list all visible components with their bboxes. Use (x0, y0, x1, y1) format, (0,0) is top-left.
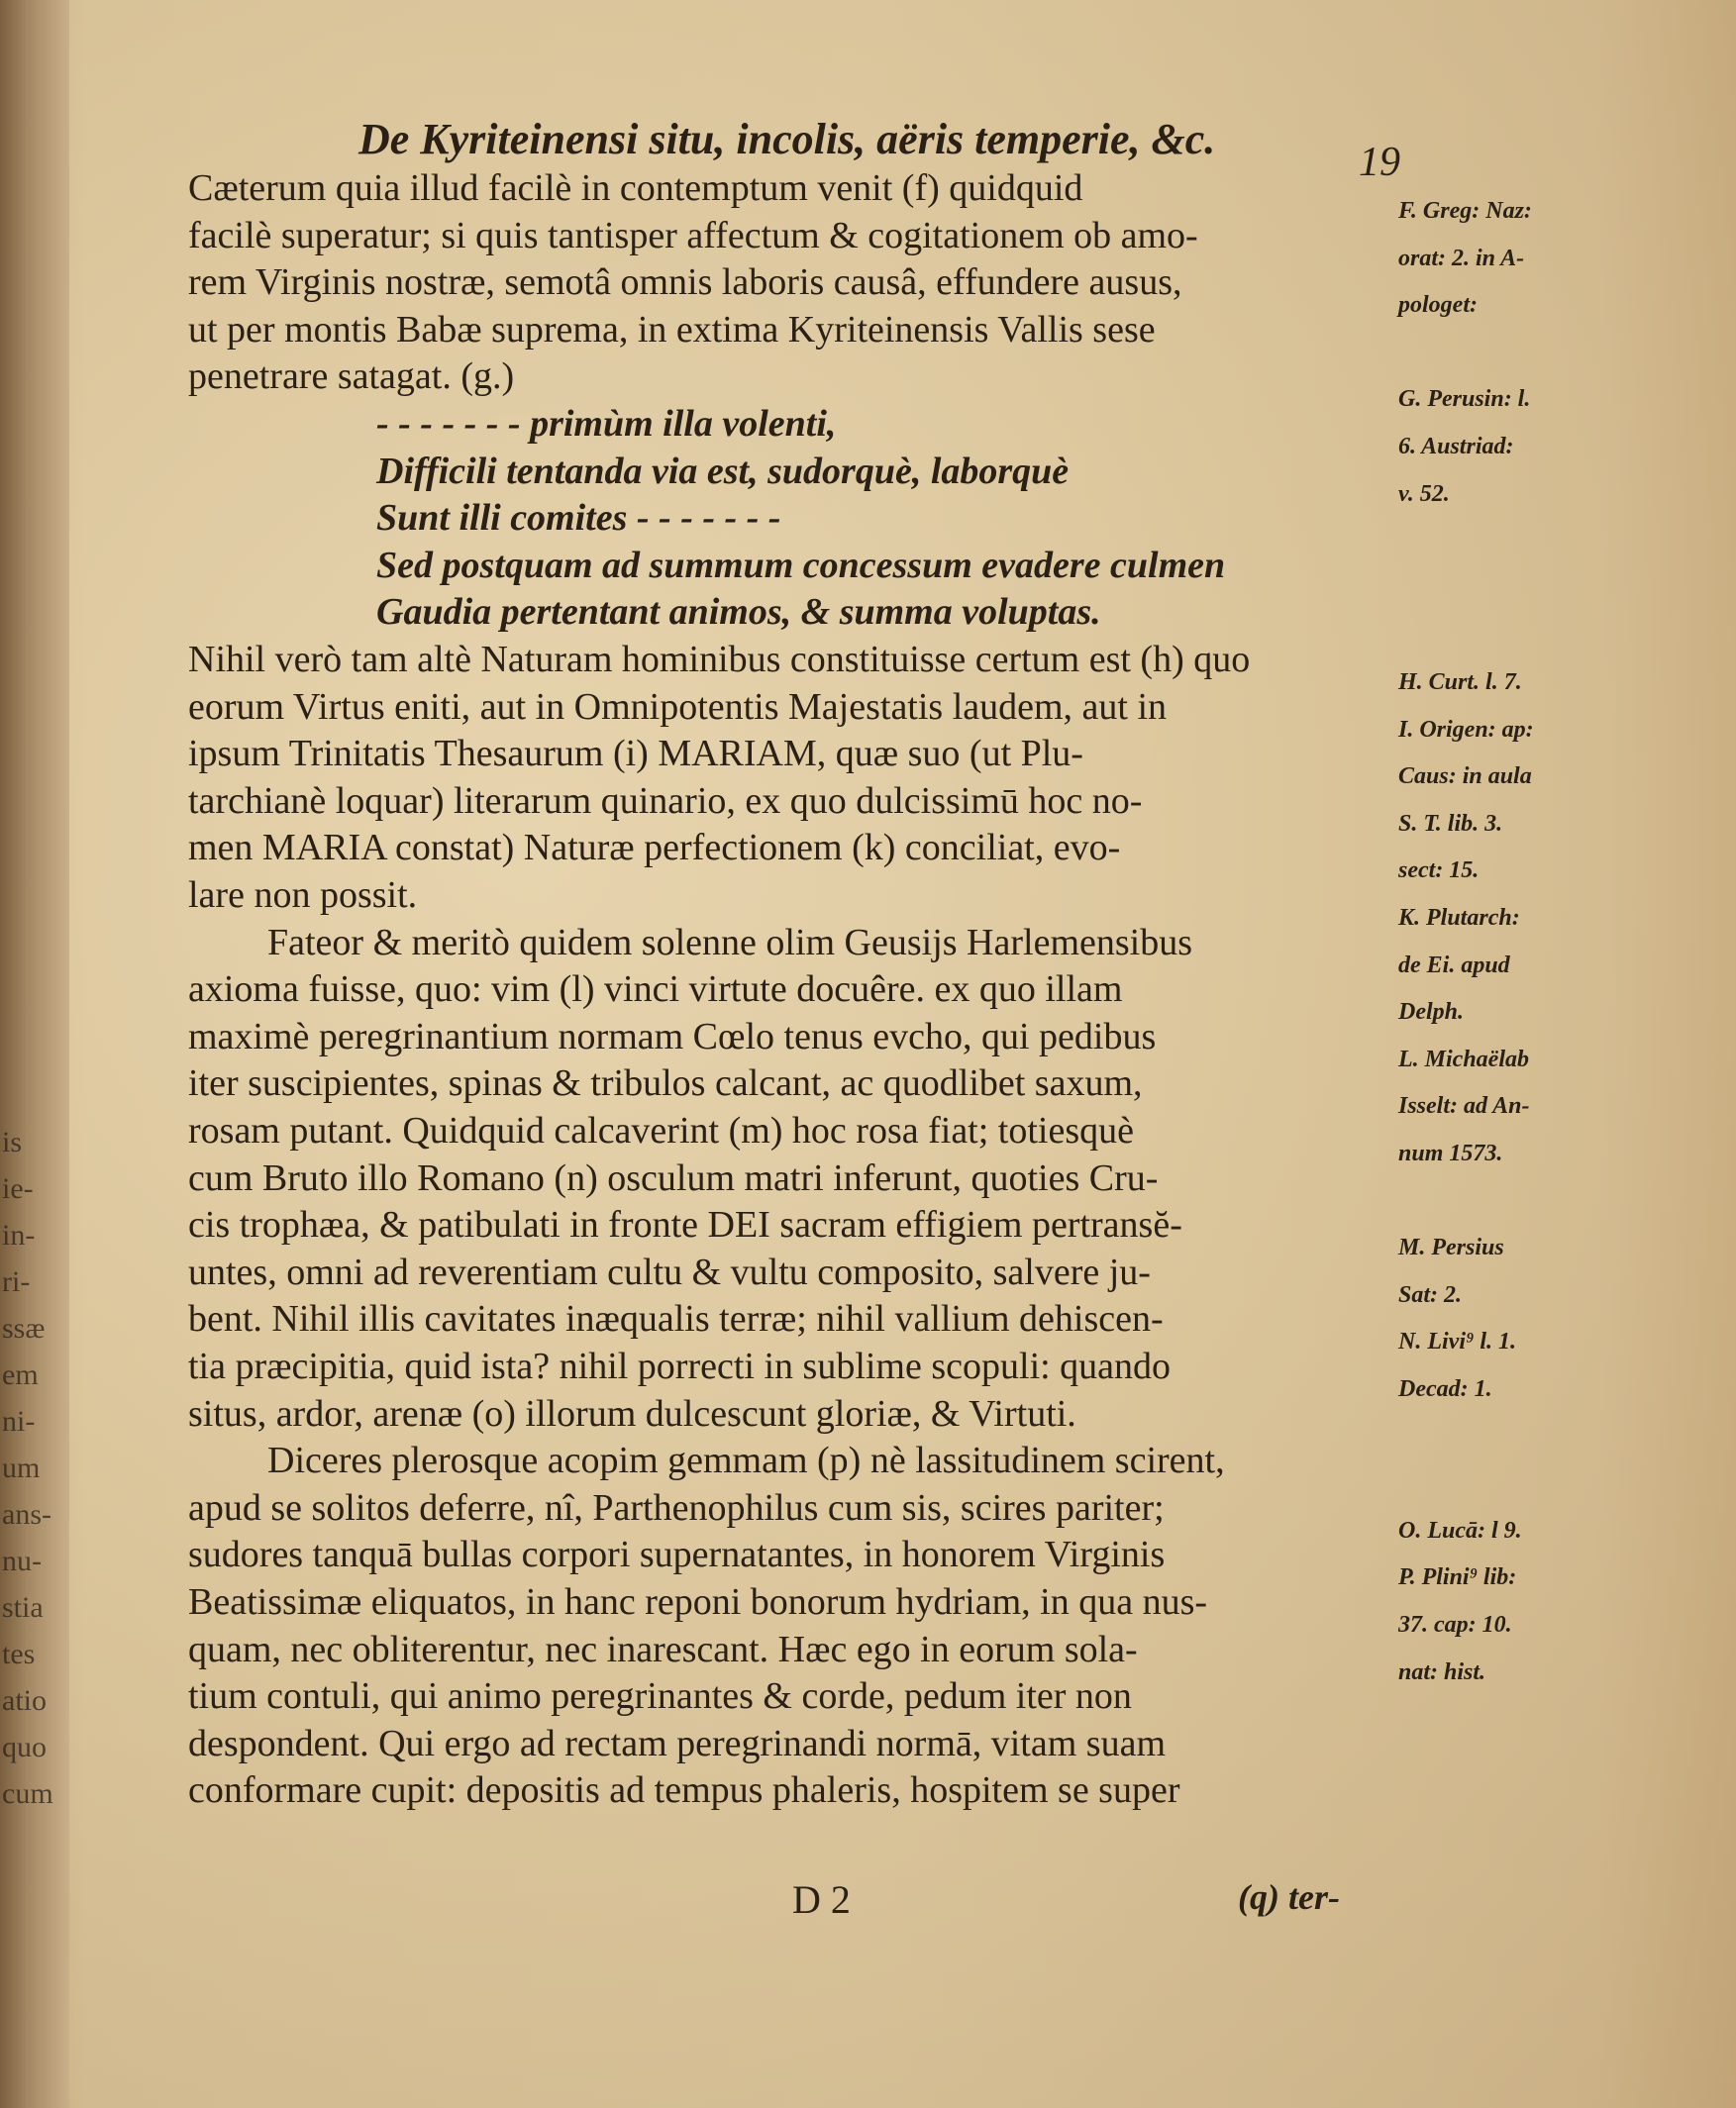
adjacent-fragment: is (2, 1126, 23, 1158)
adjacent-fragment: cum (2, 1777, 53, 1810)
text-line: lare non possit. (188, 874, 418, 916)
text-line: Sunt illi comites - - - - - - - (376, 497, 781, 540)
text-line: quam, nec obliterentur, nec inarescant. Hæc ego in eorum sola- (188, 1628, 1138, 1670)
margin-note-line: orat: 2. in A- (1398, 245, 1525, 271)
margin-note-line: sect: 15. (1398, 857, 1480, 884)
text-line: ut per montis Babæ suprema, in extima Kyriteinensis Vallis sese (188, 308, 1156, 351)
adjacent-fragment: ssæ (2, 1312, 46, 1345)
adjacent-fragment: nu- (2, 1545, 42, 1577)
text-line: cis trophæa, & patibulati in fronte DEI sacram effigiem pertransĕ- (188, 1204, 1182, 1247)
text-line: untes, omni ad reverentiam cultu & vultu composito, salvere ju- (188, 1251, 1151, 1293)
text-line: facilè superatur; si quis tantisper affectum & cogitationem ob amo- (188, 214, 1198, 256)
adjacent-fragment: ri- (2, 1265, 31, 1298)
text-line: rosam putant. Quidquid calcaverint (m) hoc rosa fiat; totiesquè (188, 1110, 1134, 1152)
page-number: 19 (1359, 140, 1400, 185)
text-line: Difficili tentanda via est, sudorquè, laborquè (376, 450, 1070, 492)
text-line: penetrare satagat. (g.) (188, 355, 515, 398)
margin-note-line: G. Perusin: l. (1398, 386, 1531, 413)
margin-note-line: P. Plini⁹ lib: (1398, 1564, 1517, 1591)
adjacent-fragment: ans- (2, 1498, 51, 1531)
text-line: Fateor & meritò quidem solenne olim Geusijs Harlemensibus (267, 921, 1193, 963)
text-line: tia præcipitia, quid ista? nihil porrecti in sublime scopuli: quando (188, 1346, 1172, 1387)
text-line: cum Bruto illo Romano (n) osculum matri inferunt, quoties Cru- (188, 1156, 1159, 1199)
catchword: (q) ter- (1238, 1877, 1340, 1917)
margin-note-line: L. Michaëlab (1398, 1046, 1529, 1072)
margin-note-line: O. Lucā: l 9. (1398, 1517, 1522, 1544)
margin-note-line: pologet: (1398, 292, 1478, 319)
adjacent-fragment: in- (2, 1219, 36, 1252)
signature-mark: D 2 (792, 1877, 851, 1922)
adjacent-fragment: ni- (2, 1405, 36, 1438)
text-line: Cæterum quia illud facilè in contemptum venit (f) quidquid (188, 167, 1083, 209)
text-line: conformare cupit: depositis ad tempus phaleris, hospitem se super (188, 1769, 1180, 1812)
text-line: Sed postquam ad summum concessum evadere culmen (376, 544, 1226, 586)
adjacent-fragment: atio (2, 1684, 47, 1717)
margin-note-line: num 1573. (1398, 1141, 1503, 1166)
text-line: axioma fuisse, quo: vim (l) vinci virtute docuêre. ex quo illam (188, 968, 1123, 1011)
adjacent-page-fragments (2, 1119, 61, 1817)
text-line: - - - - - - - primùm illa volenti, (376, 403, 837, 445)
margin-note-line: N. Livi⁹ l. 1. (1398, 1329, 1516, 1355)
margin-note-line: F. Greg: Naz: (1398, 198, 1532, 224)
running-title: De Kyriteinensi situ, incolis, aëris temperie, &c. (358, 115, 1216, 163)
text-line: bent. Nihil illis cavitates inæqualis terræ; nihil vallium dehiscen- (188, 1298, 1164, 1341)
margin-note-line: Delph. (1398, 999, 1464, 1026)
text-line: tarchianè loquar) literarum quinario, ex quo dulcissimū hoc no- (188, 779, 1143, 822)
margin-note-line: K. Plutarch: (1398, 905, 1520, 931)
text-line: despondent. Qui ergo ad rectam peregrinandi normā, vitam suam (188, 1722, 1166, 1764)
text-line: ipsum Trinitatis Thesaurum (i) MARIAM, quæ suo (ut Plu- (188, 733, 1083, 775)
adjacent-fragment: um (2, 1452, 41, 1484)
text-line: tium contuli, qui animo peregrinantes & corde, pedum iter non (188, 1675, 1132, 1718)
margin-note-line: 6. Austriad: (1398, 434, 1514, 459)
text-line: eorum Virtus eniti, aut in Omnipotentis Majestatis laudem, aut in (188, 685, 1168, 728)
adjacent-fragment: stia (2, 1591, 44, 1624)
margin-note-line: Decad: 1. (1398, 1376, 1492, 1402)
margin-note-line: S. T. lib. 3. (1398, 810, 1503, 837)
margin-note-line: de Ei. apud (1398, 952, 1510, 978)
margin-note-line: Isselt: ad An- (1398, 1093, 1530, 1120)
text-line: Gaudia pertentant animos, & summa voluptas. (376, 591, 1101, 634)
text-line: rem Virginis nostræ, semotâ omnis laboris causâ, effundere ausus, (188, 261, 1182, 304)
margin-note-line: Caus: in aula (1398, 763, 1532, 790)
adjacent-fragment: tes (2, 1638, 36, 1670)
text-line: Beatissimæ eliquatos, in hanc reponi bonorum hydriam, in qua nus- (188, 1581, 1208, 1623)
margin-note-line: I. Origen: ap: (1398, 716, 1534, 743)
margin-note-line: M. Persius (1398, 1235, 1504, 1261)
text-line: iter suscipientes, spinas & tribulos calcant, ac quodlibet saxum, (188, 1062, 1143, 1105)
adjacent-fragment: ie- (2, 1172, 34, 1205)
adjacent-fragment: quo (2, 1731, 47, 1763)
text-line: maximè peregrinantium normam Cœlo tenus evcho, qui pedibus (188, 1015, 1157, 1057)
margin-note-line: nat: hist. (1398, 1658, 1486, 1685)
text-line: situs, ardor, arenæ (o) illorum dulcescunt gloriæ, & Virtuti. (188, 1392, 1076, 1435)
text-line: apud se solitos deferre, nî, Parthenophilus cum sis, scires pariter; (188, 1486, 1165, 1529)
text-line: Nihil verò tam altè Naturam hominibus constituisse certum est (h) quo (188, 639, 1251, 680)
margin-note-line: Sat: 2. (1398, 1281, 1463, 1308)
text-line: men MARIA constat) Naturæ perfectionem (k) conciliat, evo- (188, 827, 1121, 869)
margin-note-line: H. Curt. l. 7. (1398, 669, 1522, 695)
text-line: sudores tanquā bullas corpori supernatantes, in honorem Virginis (188, 1534, 1166, 1576)
margin-note-line: 37. cap: 10. (1398, 1612, 1512, 1638)
adjacent-fragment: em (2, 1358, 39, 1391)
text-line: Diceres plerosque acopim gemmam (p) nè lassitudinem scirent, (267, 1440, 1225, 1482)
margin-note-line: v. 52. (1398, 480, 1450, 507)
